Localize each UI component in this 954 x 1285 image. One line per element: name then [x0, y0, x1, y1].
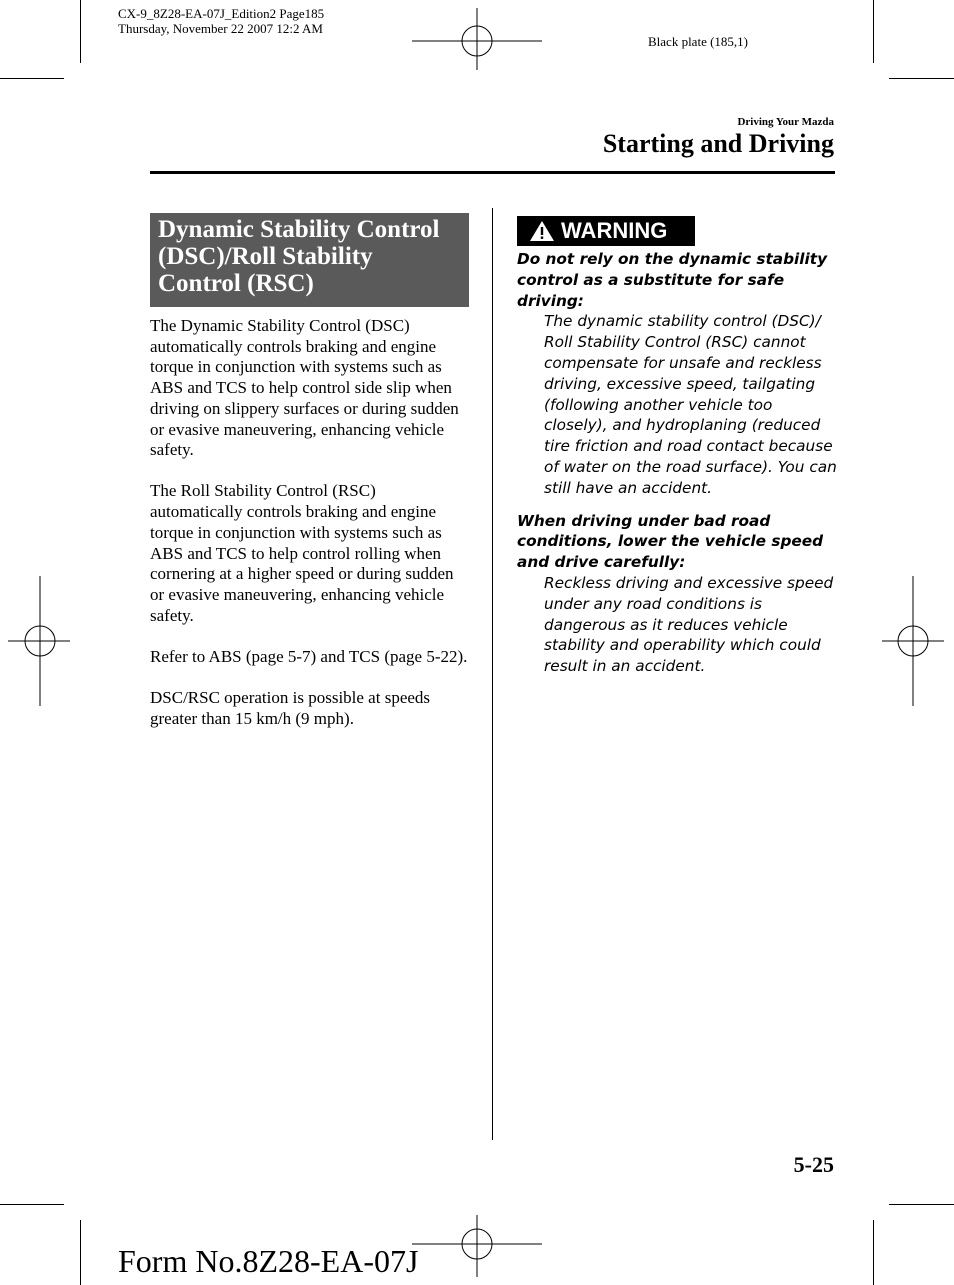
article-paragraph: DSC/RSC operation is possible at speeds greater than 15 km/h (9 mph). — [150, 688, 431, 728]
header-rule — [150, 171, 835, 174]
page-number: 5-25 — [793, 1152, 834, 1177]
registration-mark-icon — [882, 576, 944, 706]
article-paragraph: The Dynamic Stability Control (DSC) automatically controls braking and engine torque in conjunction with systems such as ABS and TCS to help control side slip when driving on slippery surfaces or during sudden or evasive maneuvering, enhancing vehicle safety. — [150, 316, 459, 460]
warning-lead: Do not rely on the dynamic stability control as a substitute for safe driving: — [517, 250, 828, 310]
crop-mark — [80, 0, 81, 63]
crop-mark — [0, 78, 64, 79]
article-paragraph: Refer to ABS (page 5-7) and TCS (page 5-22). — [150, 646, 468, 666]
form-number: Form No.8Z28-EA-07J — [118, 1243, 419, 1279]
crop-mark — [889, 78, 954, 79]
article-body — [150, 316, 470, 750]
article-heading: Dynamic Stability Control (DSC)/Roll Stability Control (RSC) — [150, 213, 469, 307]
warning-label: WARNING — [561, 218, 668, 243]
crop-mark — [873, 1220, 874, 1285]
print-info — [118, 6, 324, 36]
column-divider — [492, 208, 493, 1140]
warning-content — [517, 249, 837, 689]
warning-text: Reckless driving and excessive speed under any road conditions is dangerous as it reduces vehicle stability and operability which could result in an accident. — [544, 573, 834, 676]
crop-mark — [0, 1204, 64, 1205]
warning-lead: When driving under bad road conditions, lower the vehicle speed and drive carefully: — [517, 511, 824, 572]
crop-mark — [873, 0, 874, 63]
crop-mark — [889, 1204, 954, 1205]
warning-text: The dynamic stability control (DSC)/ Roll Stability Control (RSC) cannot compensate for unsafe and reckless driving, excessive speed, tailgating (following another vehicle too closely), and hydroplaning (reduced tire friction and road contact because of water on the road surface). You can still have an accident. — [544, 312, 837, 497]
print-info-file: CX-9_8Z28-EA-07J_Edition2 Page185 — [118, 6, 325, 21]
warning-badge — [517, 216, 695, 246]
registration-mark-icon — [412, 1215, 542, 1277]
plate-label: Black plate (185,1) — [648, 34, 748, 49]
warning-triangle-icon — [529, 220, 555, 242]
print-info-date: Thursday, November 22 2007 12:2 AM — [118, 21, 323, 36]
registration-mark-icon — [8, 576, 70, 706]
section-title: Starting and Driving — [602, 129, 834, 158]
section-subtitle: Driving Your Mazda — [737, 116, 834, 128]
article-paragraph: The Roll Stability Control (RSC) automatically controls braking and engine torque in conjunction with systems such as ABS and TCS to help control rolling when cornering at a higher speed or during sudden or evasive maneuvering, enhancing vehicle safety. — [150, 481, 454, 625]
crop-mark — [80, 1220, 81, 1285]
registration-mark-icon — [412, 8, 542, 70]
